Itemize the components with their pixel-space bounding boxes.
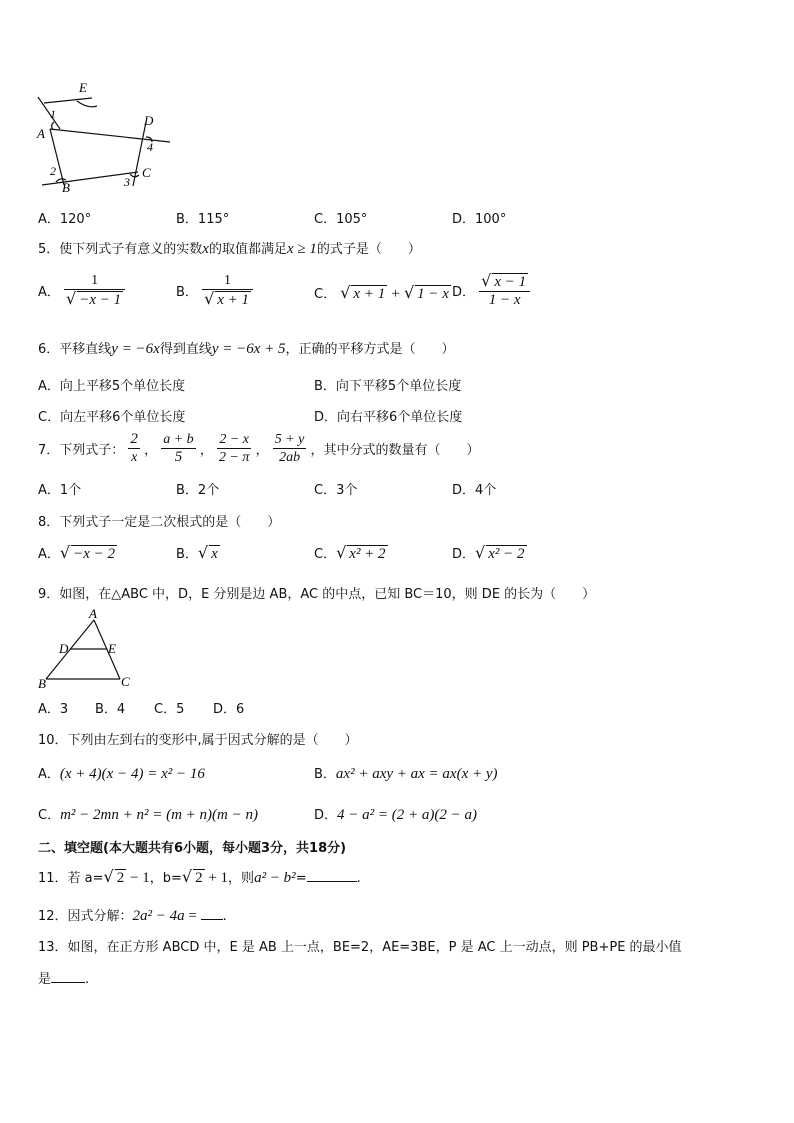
q6-line1: y = −6x <box>111 341 160 357</box>
q6-option-c[interactable]: C．向左平移6个单位长度 <box>38 410 186 425</box>
q13-stem-line1: 13．如图，在正方形 ABCD 中，E 是 AB 上一点，BE=2，AE=3BE，P 是 AC 上一动点，则 PB+PE 的最小值 <box>38 940 682 955</box>
sqrt-radicand: x <box>211 546 218 562</box>
q7-stem-text-a: 7．下列式子： <box>38 443 125 458</box>
q7-stem-text-b: ，其中分式的数量有（ ） <box>310 443 480 458</box>
q10-option-b[interactable] <box>314 763 498 783</box>
sqrt-radicand: 1 − x <box>417 286 449 302</box>
period: . <box>85 972 90 987</box>
q10-option-d[interactable] <box>314 804 477 824</box>
sqrt-radicand: x + 1 <box>217 292 250 308</box>
fraction-denominator: √ x + 1 <box>202 289 253 309</box>
q5-option-d-label: D． <box>452 285 476 300</box>
fraction-numerator: 5 + y <box>274 432 305 447</box>
point-label-d: D <box>59 641 69 656</box>
q7-fraction-4 <box>273 431 307 466</box>
q6-option-b[interactable]: B．向下平移5个单位长度 <box>314 379 462 394</box>
q6-stem <box>38 338 455 358</box>
fraction-numerator: 1 <box>91 273 99 288</box>
q5-option-a[interactable] <box>38 272 125 309</box>
sqrt-radicand: x² − 2 <box>488 546 525 562</box>
q10-stem: 10．下列由左到右的变形中,属于因式分解的是（ ） <box>38 733 358 748</box>
q5-stem-text-b: 的取值都满足 <box>208 242 287 257</box>
q5-stem <box>38 238 421 258</box>
fraction-denominator: √ −x − 1 <box>64 289 125 309</box>
edge-line-ae <box>44 98 92 103</box>
sqrt-radicand: x² + 2 <box>349 546 386 562</box>
point-label-b: B <box>62 180 70 195</box>
q8-option-b-label: B． <box>176 547 198 562</box>
q11-stem: 11．若 a=√ 2 − 1，b=√ 2 + 1，则a² − b²= . <box>38 867 361 886</box>
q10-option-c[interactable] <box>38 804 258 824</box>
q8-option-b[interactable]: B．√ x <box>176 543 218 562</box>
q7-option-d[interactable]: D．4个 <box>452 483 497 498</box>
q7-fraction-3 <box>217 431 251 466</box>
q8-option-c[interactable]: C．√ x² + 2 <box>314 543 386 562</box>
q5-option-b[interactable] <box>176 272 253 309</box>
q7-option-a[interactable]: A．1个 <box>38 483 82 498</box>
point-label-d: D <box>144 113 154 128</box>
q5-option-b-label: B． <box>176 285 198 300</box>
q4-option-a[interactable]: A．120° <box>38 212 92 227</box>
fraction-numerator: 2 − x <box>219 432 250 447</box>
q4-option-b[interactable]: B．115° <box>176 212 230 227</box>
q10-option-c-expression: m² − 2mn + n² = (m + n)(m − n) <box>60 807 258 823</box>
q6-stem-text-c: ，正确的平移方式是（ ） <box>285 342 455 357</box>
q7-fraction-2 <box>161 431 195 466</box>
q5-var: x <box>202 241 209 257</box>
q5-option-b-fraction <box>202 272 253 309</box>
point-label-e: E <box>108 641 116 656</box>
q8-option-c-label: C． <box>314 547 337 562</box>
q10-option-c-label: C． <box>38 808 61 823</box>
q5-option-d-fraction <box>479 272 530 309</box>
fraction-denominator: 2ab <box>273 448 307 466</box>
sqrt-radicand: x + 1 <box>353 286 386 302</box>
q8-stem: 8．下列式子一定是二次根式的是（ ） <box>38 515 281 530</box>
sqrt-radicand: 2 <box>116 870 125 886</box>
q10-option-b-expression: ax² + axy + ax = ax(x + y) <box>335 766 498 782</box>
q7-stem <box>38 431 480 466</box>
q9-triangle-figure <box>34 607 138 691</box>
q11-b-tail: + 1 <box>204 870 229 886</box>
point-label-e: E <box>79 80 87 95</box>
plus-sign: + <box>391 286 400 302</box>
q12-expression: 2a² − 4a <box>132 908 185 924</box>
q7-option-b[interactable]: B．2个 <box>176 483 220 498</box>
q11-stem-text-a: 11．若 a= <box>38 871 104 886</box>
fraction-denominator: x <box>128 448 140 466</box>
q6-stem-text-a: 6．平移直线 <box>38 342 112 357</box>
point-label-c: C <box>142 165 151 180</box>
angle-label-3: 3 <box>124 175 130 189</box>
q5-option-d[interactable] <box>452 272 530 309</box>
q4-pentagon-figure <box>30 78 180 198</box>
q5-option-a-label: A． <box>38 285 60 300</box>
answer-blank[interactable] <box>51 982 85 983</box>
q5-option-c[interactable]: C． √ x + 1 + √ 1 − x <box>314 283 449 302</box>
q9-option-d[interactable]: D．6 <box>213 702 245 717</box>
q10-option-d-expression: 4 − a² = (2 + a)(2 − a) <box>337 807 477 823</box>
q10-option-a-label: A． <box>38 767 60 782</box>
fraction-numerator: a + b <box>163 432 194 447</box>
angle-label-4: 4 <box>147 140 153 154</box>
angle-label-1: 1 <box>50 107 56 121</box>
q10-option-d-label: D． <box>314 808 338 823</box>
q6-option-d[interactable]: D．向右平移6个单位长度 <box>314 410 463 425</box>
fraction-denominator: 5 <box>161 448 195 466</box>
angle-arc-e <box>77 101 97 107</box>
sqrt-radicand: x − 1 <box>494 274 527 290</box>
q10-option-a[interactable] <box>38 763 205 783</box>
q12-stem <box>38 905 227 925</box>
q11-a-tail: − 1 <box>126 870 150 886</box>
q5-stem-text-a: 5．使下列式子有意义的实数 <box>38 242 203 257</box>
q9-option-c[interactable]: C．5 <box>154 702 185 717</box>
section-title: 二、填空题(本大题共有6小题，每小题3分，共18分) <box>38 841 347 856</box>
q11-stem-text-b: ，b= <box>149 871 182 886</box>
q4-option-d[interactable]: D．100° <box>452 212 507 227</box>
q5-stem-text-c: 的式子是（ ） <box>316 242 421 257</box>
q10-option-a-expression: (x + 4)(x − 4) = x² − 16 <box>59 766 205 782</box>
q8-option-a-label: A． <box>38 547 60 562</box>
fraction-numerator: 2 <box>130 431 138 447</box>
period: . <box>356 871 361 886</box>
q5-condition: x ≥ 1 <box>286 241 317 257</box>
q7-option-c[interactable]: C．3个 <box>314 483 358 498</box>
q10-option-b-label: B． <box>314 767 336 782</box>
q9-option-a[interactable]: A．3 <box>38 702 69 717</box>
fraction-numerator: √ x − 1 <box>481 271 527 290</box>
sqrt-radicand: −x − 2 <box>73 546 116 562</box>
point-label-a: A <box>89 607 97 621</box>
separator: ， <box>144 443 158 458</box>
q4-option-c[interactable]: C．105° <box>314 212 368 227</box>
point-label-c: C <box>121 674 130 689</box>
separator: ， <box>255 443 269 458</box>
q6-line2: y = −6x + 5 <box>211 341 286 357</box>
q8-option-d[interactable]: D．√ x² − 2 <box>452 543 525 562</box>
q11-equals: = <box>295 871 307 886</box>
answer-blank[interactable] <box>307 881 357 882</box>
sqrt-radicand: 2 <box>195 870 203 886</box>
q11-expression: a² − b² <box>254 870 296 886</box>
answer-blank[interactable] <box>201 919 223 920</box>
q8-option-a[interactable]: A．√ −x − 2 <box>38 543 116 562</box>
angle-arc-3 <box>130 174 139 177</box>
q5-option-c-label: C． <box>314 287 337 302</box>
q8-option-d-label: D． <box>452 547 476 562</box>
q6-option-a[interactable]: A．向上平移5个单位长度 <box>38 379 186 394</box>
point-label-a: A <box>37 126 45 141</box>
q6-stem-text-b: 得到直线 <box>159 342 212 357</box>
q13-stem-text: 是 <box>38 972 52 987</box>
point-label-b: B <box>38 676 46 691</box>
q11-stem-text-c: ，则 <box>228 871 255 886</box>
period: . <box>222 909 227 924</box>
fraction-denominator: 2 − π <box>218 450 250 465</box>
q7-fraction-1 <box>128 431 140 466</box>
q9-option-b[interactable]: B．4 <box>95 702 126 717</box>
q5-option-a-fraction <box>64 272 125 309</box>
q13-stem-line2 <box>38 968 89 987</box>
separator: ， <box>199 443 213 458</box>
q12-stem-text: 12．因式分解： <box>38 909 133 924</box>
q9-stem: 9．如图，在△ABC 中，D，E 分别是边 AB，AC 的中点，已知 BC＝10，则 DE 的长为（ ） <box>38 587 596 602</box>
sqrt-radicand: −x − 1 <box>79 292 122 308</box>
fraction-denominator: 1 − x <box>479 291 530 309</box>
fraction-numerator: 1 <box>224 273 232 288</box>
angle-label-2: 2 <box>50 164 56 178</box>
q12-equals: = <box>184 908 201 924</box>
